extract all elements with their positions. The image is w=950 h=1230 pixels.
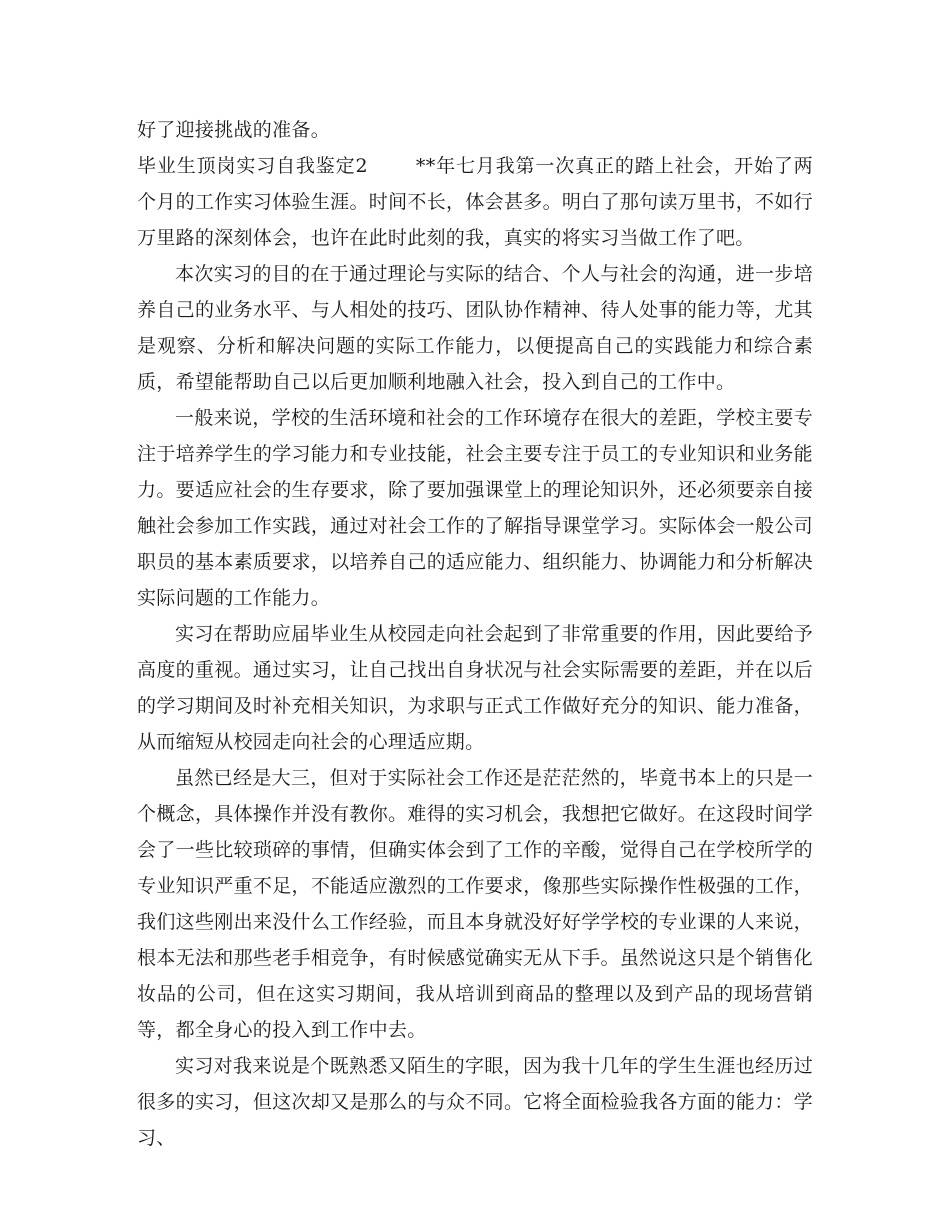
section-first-text: **年七月我第一次真正的踏上社会，开始了两个月的工作实习体验生涯。时间不长，体会甚多。明白了那句读万里书，不如行万里路的深刻体会，也许在此时此刻的我，真实的将实习当做工作了吧。 <box>137 155 813 249</box>
section-intro-paragraph <box>137 148 813 256</box>
document-body <box>137 112 813 1156</box>
body-paragraph: 实习对我来说是个既熟悉又陌生的字眼，因为我十几年的学生生涯也经历过很多的实习，但这次却又是那么的与众不同。它将全面检验我各方面的能力：学习、 <box>137 1055 813 1149</box>
body-paragraph: 实习在帮助应届毕业生从校园走向社会起到了非常重要的作用，因此要给予高度的重视。通过实习，让自己找出自身状况与社会实际需要的差距，并在以后的学习期间及时补充相关知识，为求职与正式工作做好充分的知识、能力准备，从而缩短从校园走向社会的心理适应期。 <box>137 623 813 753</box>
body-paragraph: 本次实习的目的在于通过理论与实际的结合、个人与社会的沟通，进一步培养自己的业务水平、与人相处的技巧、团队协作精神、待人处事的能力等，尤其是观察、分析和解决问题的实际工作能力，以便提高自己的实践能力和综合素质，希望能帮助自己以后更加顺利地融入社会，投入到自己的工作中。 <box>137 263 813 393</box>
section-title: 毕业生顶岗实习自我鉴定2 <box>137 155 368 177</box>
body-paragraph: 一般来说，学校的生活环境和社会的工作环境存在很大的差距，学校主要专注于培养学生的学习能力和专业技能，社会主要专注于员工的专业知识和业务能力。要适应社会的生存要求，除了要加强课堂上的理论知识外，还必须要亲自接触社会参加工作实践，通过对社会工作的了解指导课堂学习。实际体会一般公司职员的基本素质要求，以培养自己的适应能力、组织能力、协调能力和分析解决实际问题的工作能力。 <box>137 407 813 609</box>
continuation-paragraph: 好了迎接挑战的准备。 <box>137 119 331 141</box>
body-paragraph: 虽然已经是大三，但对于实际社会工作还是茫茫然的，毕竟书本上的只是一个概念，具体操作并没有教你。难得的实习机会，我想把它做好。在这段时间学会了一些比较琐碎的事情，但确实体会到了工作的辛酸，觉得自己在学校所学的专业知识严重不足，不能适应激烈的工作要求，像那些实际操作性极强的工作，我们这些刚出来没什么工作经验，而且本身就没好好学学校的专业课的人来说，根本无法和那些老手相竞争，有时候感觉确实无从下手。虽然说这只是个销售化妆品的公司，但在这实习期间，我从培训到商品的整理以及到产品的现场营销等，都全身心的投入到工作中去。 <box>137 767 813 1041</box>
